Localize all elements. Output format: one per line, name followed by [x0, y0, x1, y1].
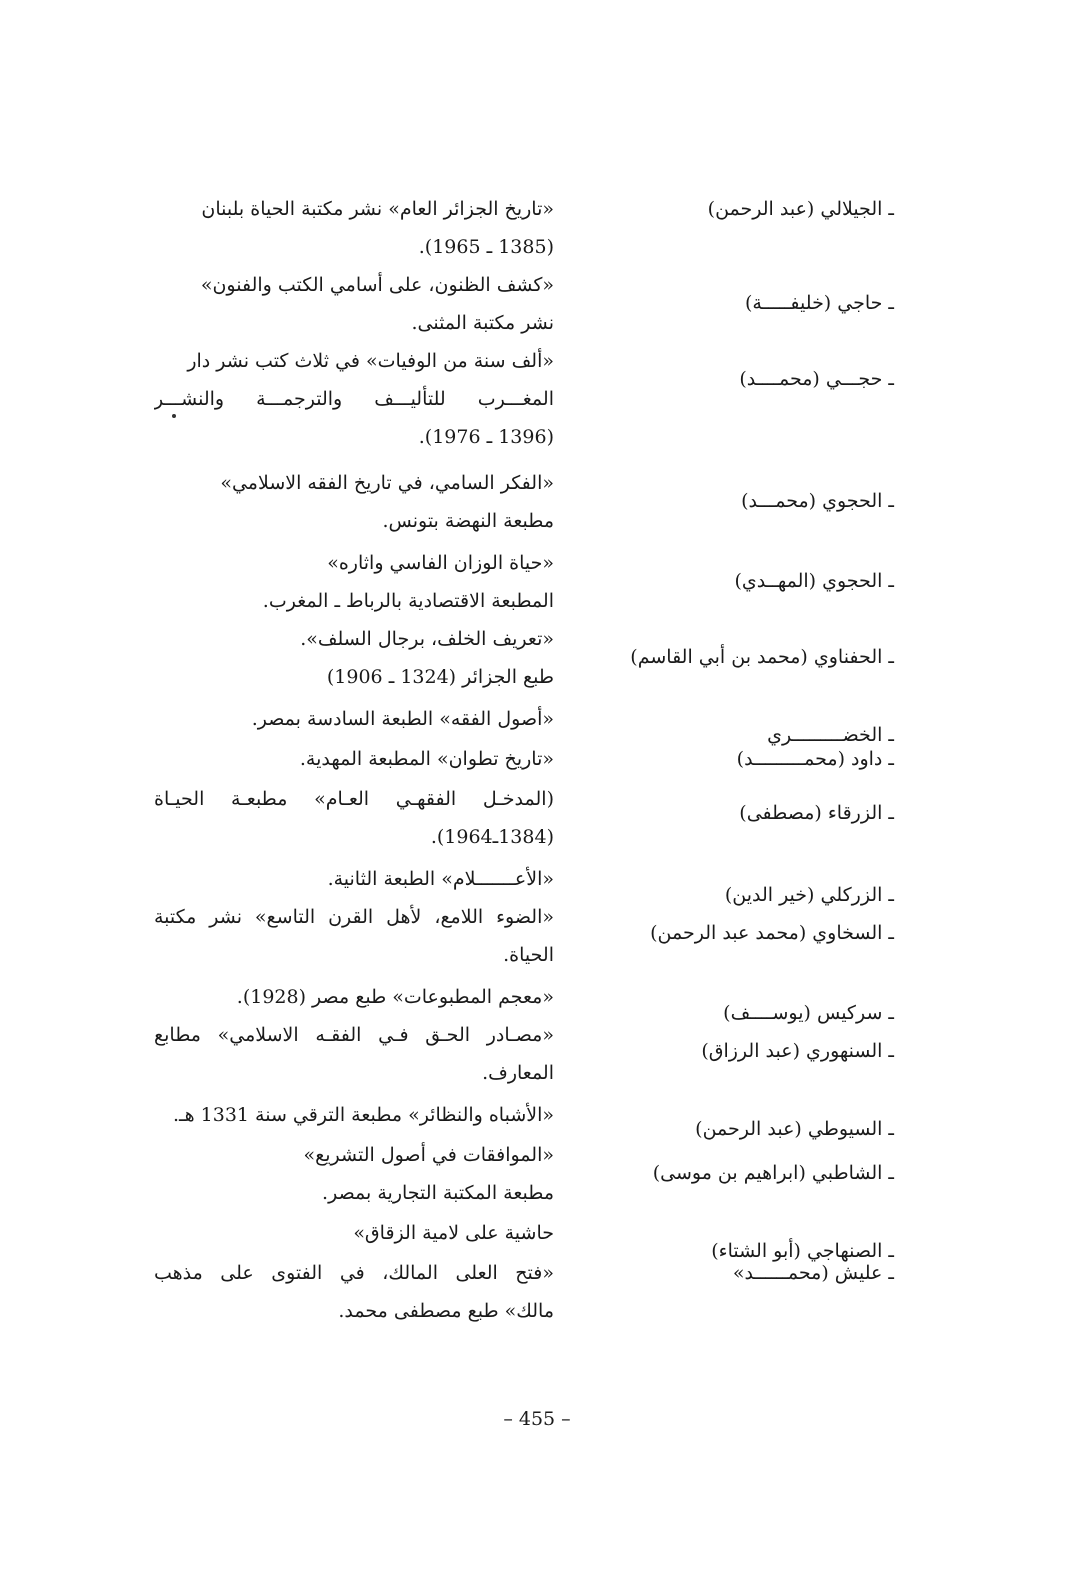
entry-work-line: (1396 ـ 1976). — [418, 426, 554, 448]
entry-work — [154, 464, 554, 540]
entry-work — [154, 266, 554, 342]
entry-work — [154, 1016, 554, 1092]
entry-work-line: «الفكر السامي، في تاريخ الفقه الاسلامي» — [220, 472, 554, 494]
entry-work — [154, 780, 554, 856]
entry-author: ـ الصنهاجي (أبو الشتاء) — [711, 1240, 894, 1262]
entry-work-line: «الموافقات في أصول التشريع» — [303, 1144, 554, 1166]
entry-author: ـ الحجوي (المهــدي) — [734, 570, 894, 592]
entry-work-line: «الضوء اللامع، لأهل القرن التاسع» نشر مكتبة — [154, 906, 554, 928]
entry-work — [154, 978, 554, 1016]
entry-author: ـ الجيلالي (عبد الرحمن) — [707, 198, 894, 220]
entry-author: ـ داود (محمـــــــــد) — [736, 748, 894, 770]
entry-author: ـ حجـــي (محمــــد) — [739, 368, 894, 390]
entry-work-line: الحياة. — [503, 944, 554, 966]
entry-work-line: «كشف الظنون، على أسامي الكتب والفنون» — [200, 274, 554, 296]
entry-work — [154, 1254, 554, 1330]
entry-work — [154, 898, 554, 974]
entry-author: ـ الزركلي (خير الدين) — [724, 884, 894, 906]
entry-work-line: مالك» طبع مصطفى محمد. — [338, 1300, 554, 1322]
entry-work — [154, 700, 554, 738]
entry-work-line: حاشية على لامية الزقاق» — [353, 1222, 554, 1244]
entry-work-line: المغـــرب للتأليـــف والترجمـــة والنشـــر — [154, 388, 554, 410]
entry-work-line: «مصـادر الحـق فـي الفقـه الاسلامي» مطابع — [154, 1024, 554, 1046]
print-speck — [172, 414, 176, 418]
entry-work — [154, 740, 554, 778]
entry-author: ـ الشاطبي (ابراهيم بن موسى) — [652, 1162, 894, 1184]
entry-author: ـ عليش (محمــــــد» — [732, 1262, 894, 1284]
entry-work-line: «تاريخ تطوان» المطبعة المهدية. — [299, 748, 554, 770]
entry-work-line: مطبعة النهضة بتونس. — [382, 510, 554, 532]
entry-work-line: «تعريف الخلف، برجال السلف». — [300, 628, 554, 650]
entry-author: ـ الحجوي (محمـــد) — [741, 490, 894, 512]
entry-work-line: طبع الجزائر (1324 ـ 1906) — [326, 666, 554, 688]
entry-work-line: «فتح العلى المالك، في الفتوى على مذهب — [154, 1262, 554, 1284]
entry-author: ـ السخاوي (محمد عبد الرحمن) — [650, 922, 894, 944]
entry-work-line: «الأعـــــــلام» الطبعة الثانية. — [327, 868, 554, 890]
entry-work-line: «الأشباه والنظائر» مطبعة الترقي سنة 1331 هـ. — [172, 1104, 554, 1126]
entry-work-line: «معجم المطبوعات» طبع مصر (1928). — [236, 986, 554, 1008]
entry-author: ـ حاجي (خليفـــــة) — [745, 292, 894, 314]
entry-work — [154, 1214, 554, 1252]
entry-work-line: نشر مكتبة المثنى. — [411, 312, 554, 334]
entry-work — [154, 342, 554, 456]
entry-work — [154, 1136, 554, 1212]
entry-work-line: المعارف. — [482, 1062, 554, 1084]
entry-author: ـ السيوطي (عبد الرحمن) — [695, 1118, 894, 1140]
entry-work — [154, 544, 554, 620]
entry-work-line: مطبعة المكتبة التجارية بمصر. — [322, 1182, 554, 1204]
entry-author: ـ الخضـــــــــري — [767, 724, 894, 746]
entry-work-line: (المدخـل الفقهـي العـام» مطبعـة الحيـاة — [154, 788, 554, 810]
entry-work — [154, 190, 554, 266]
entry-work-line: (1385 ـ 1965). — [418, 236, 554, 258]
entry-work-line: (1384ـ1964). — [430, 826, 554, 848]
entry-work — [154, 860, 554, 898]
entry-work — [154, 620, 554, 696]
entry-author: ـ سركيس (يوســــف) — [723, 1002, 894, 1024]
entry-work-line: «تاريخ الجزائر العام» نشر مكتبة الحياة بلبنان — [201, 198, 554, 220]
entry-author: ـ السنهوري (عبد الرزاق) — [701, 1040, 894, 1062]
entry-work-line: «ألف سنة من الوفيات» في ثلاث كتب نشر دار — [187, 350, 554, 372]
entry-work-line: «حياة الوزان الفاسي واثاره» — [327, 552, 554, 574]
entry-author: ـ الزرقاء (مصطفى) — [739, 802, 894, 824]
page-number: – 455 – — [503, 1408, 571, 1430]
entry-work-line: المطبعة الاقتصادية بالرباط ـ المغرب. — [262, 590, 554, 612]
entry-author: ـ الحفناوي (محمد بن أبي القاسم) — [630, 646, 894, 668]
entry-work — [154, 1096, 554, 1134]
entry-work-line: «أصول الفقه» الطبعة السادسة بمصر. — [251, 708, 554, 730]
